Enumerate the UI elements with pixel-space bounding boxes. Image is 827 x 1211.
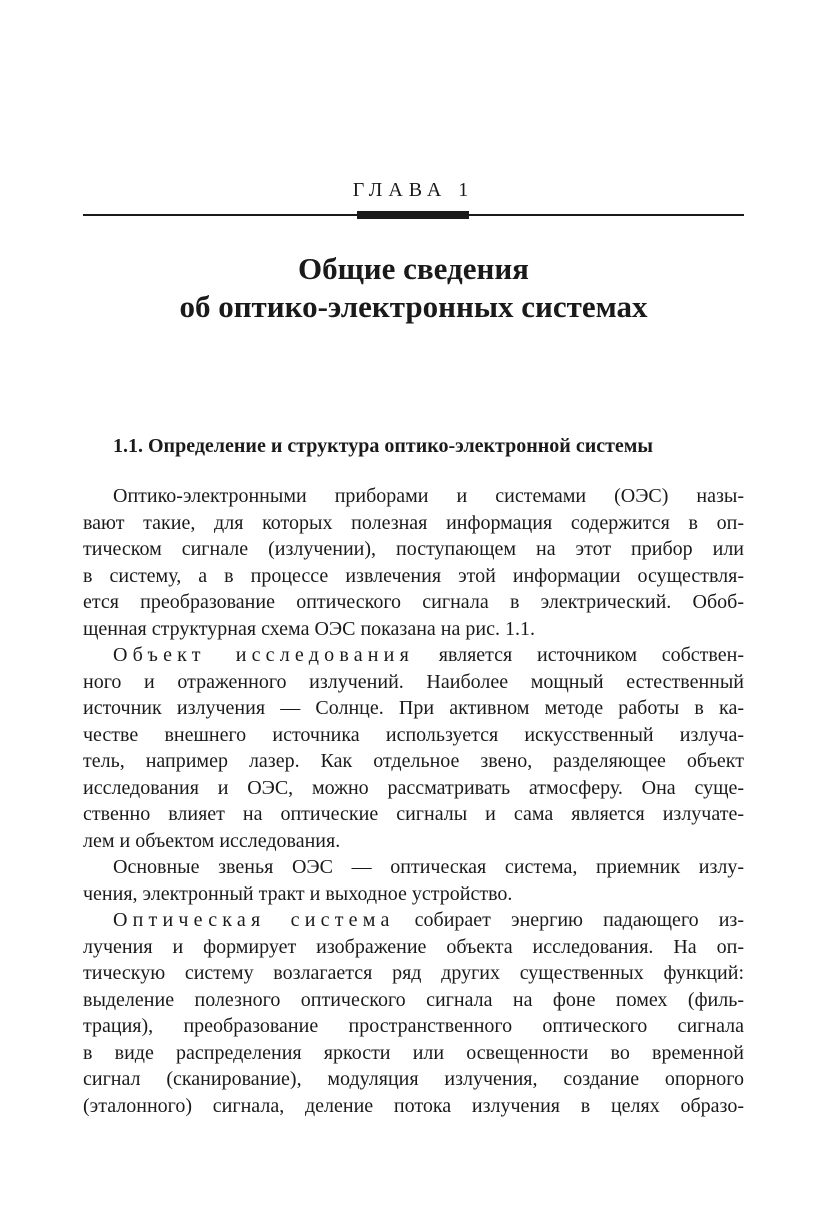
spaced-term: Оптическая система: [113, 909, 395, 931]
text-line: чения, электронный тракт и выходное устройство.: [83, 882, 513, 905]
text-line: трация), преобразование пространственного оптического сигнала: [83, 1015, 744, 1037]
paragraph-4: [83, 907, 744, 1119]
text-line: лем и объектом исследования.: [83, 829, 341, 852]
text-line: честве внешнего источника используется искусственный излуча-: [83, 723, 744, 746]
text-line: ного и отраженного излучений. Наиболее мощный естественный: [83, 670, 744, 693]
text-line: лучения и формирует изображение объекта исследования. На оп-: [83, 935, 744, 958]
text-line: тическую систему возлагается ряд других существенных функций:: [83, 962, 744, 984]
text-line: в виде распределения яркости или освещенности во временной: [83, 1041, 744, 1064]
chapter-title: [83, 250, 744, 326]
text-line: выделение полезного оптического сигнала на фоне помех (филь-: [83, 988, 744, 1011]
text-line: ется преобразование оптического сигнала в электрический. Обоб-: [83, 591, 744, 613]
chapter-rule-mark: [357, 211, 469, 219]
chapter-title-line-2: об оптико-электронных системах: [179, 289, 648, 324]
spaced-term: Объект исследования: [113, 644, 414, 666]
paragraph-3: [83, 854, 744, 907]
text-line: сигнал (сканирование), модуляция излучения, создание опорного: [83, 1068, 744, 1090]
text-line: Оптико-электронными приборами и системами (ОЭС) назы-: [113, 485, 744, 507]
paragraph-2: [83, 642, 744, 854]
text-line: (эталонного) сигнала, деление потока излучения в целях образо-: [83, 1094, 744, 1117]
text-line: вают такие, для которых полезная информация содержится в оп-: [83, 511, 744, 534]
text-line: источник излучения — Солнце. При активном методе работы в ка-: [83, 697, 744, 719]
text-line: ственно влияет на оптические сигналы и сама является излучате-: [83, 803, 744, 825]
section-heading: 1.1. Определение и структура оптико-электронной системы: [113, 435, 654, 457]
text-fragment: является источником собствен-: [413, 644, 744, 666]
text-line: тель, например лазер. Как отдельное звено, разделяющее объект: [83, 750, 744, 772]
text-line: [83, 642, 744, 669]
text-line: тическом сигнале (излучении), поступающем на этот прибор или: [83, 538, 744, 560]
chapter-label: ГЛАВА 1: [352, 179, 475, 201]
text-line: щенная структурная схема ОЭС показана на рис. 1.1.: [83, 617, 535, 640]
chapter-title-line-1: Общие сведения: [298, 251, 529, 286]
text-line: в систему, а в процессе извлечения этой информации осуществля-: [83, 564, 744, 587]
text-fragment: собирает энергию падающего из-: [394, 909, 744, 931]
paragraph-1: [83, 483, 744, 642]
text-line: исследования и ОЭС, можно рассматривать атмосферу. Она суще-: [83, 776, 744, 799]
body-text: [83, 483, 744, 1119]
text-line: Основные звенья ОЭС — оптическая система, приемник излу-: [113, 856, 744, 878]
text-line: [83, 907, 744, 934]
